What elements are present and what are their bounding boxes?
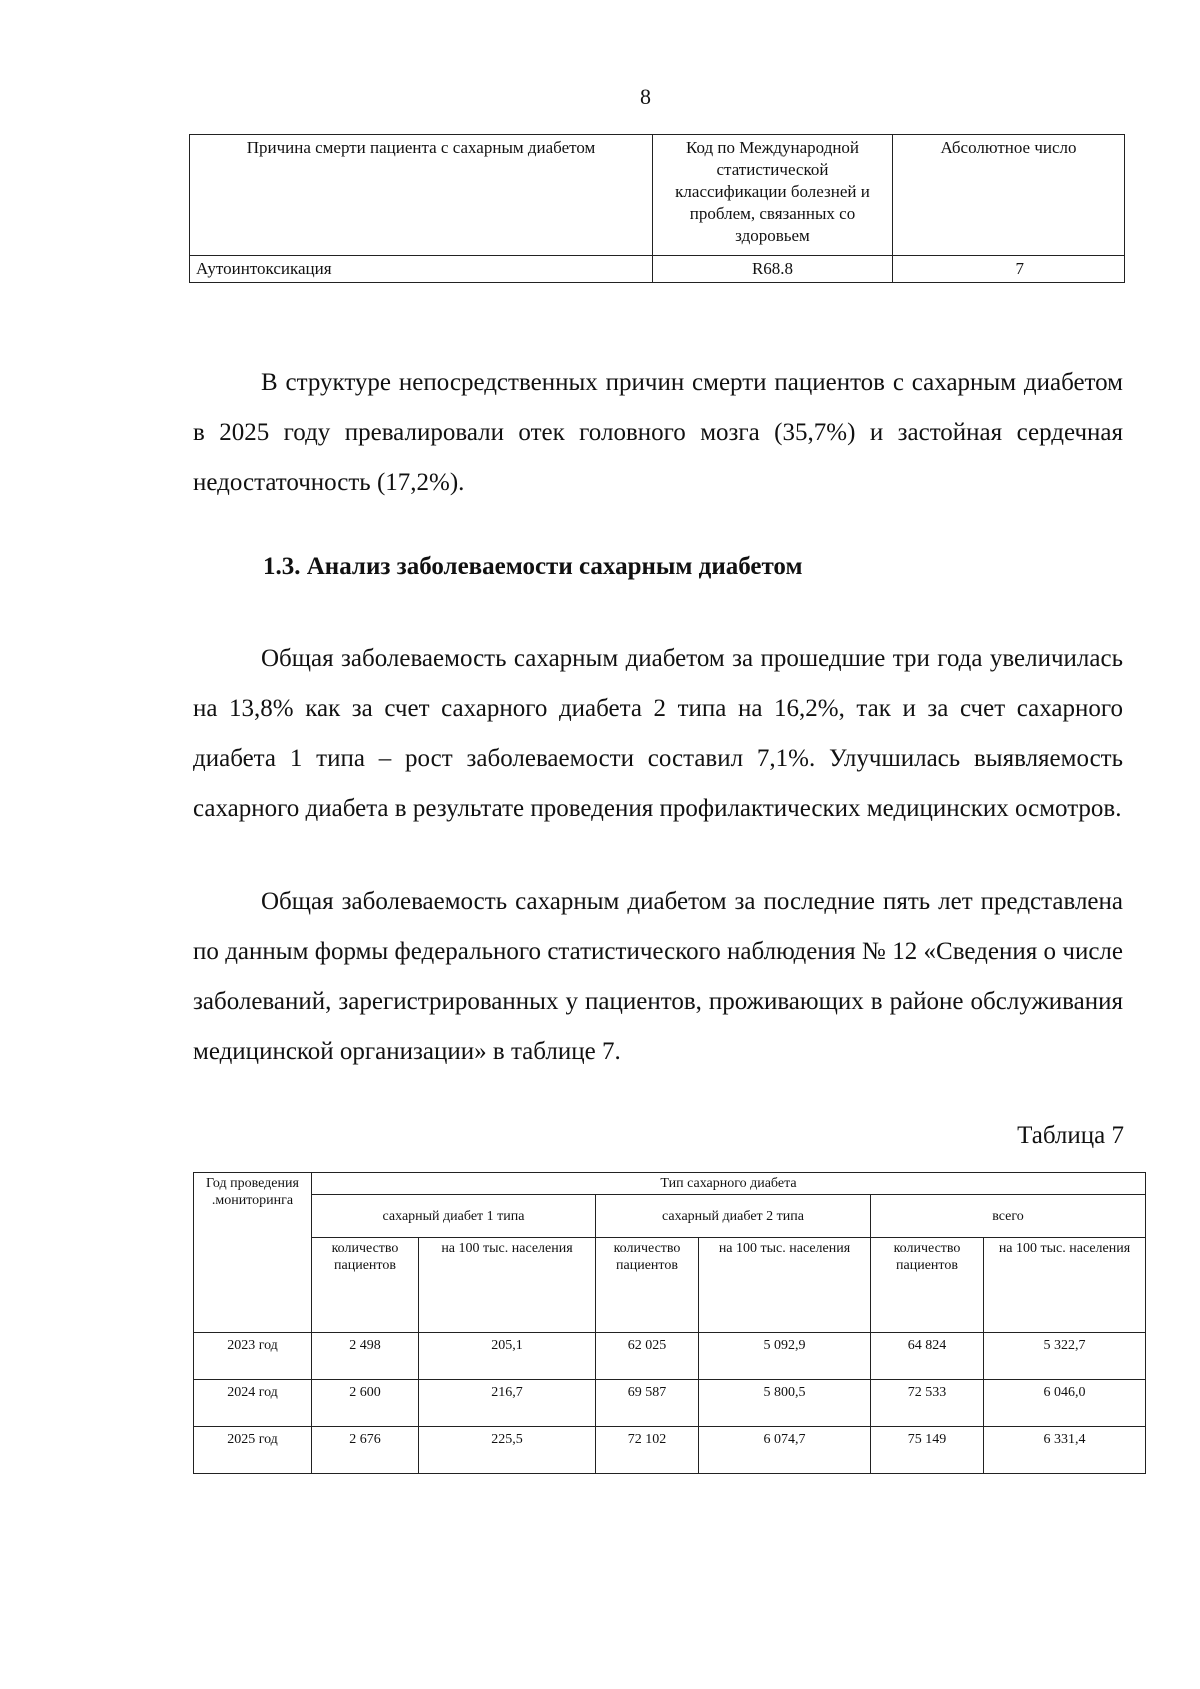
header-absolute-number: Абсолютное число bbox=[893, 135, 1125, 256]
cell-t1-rate: 205,1 bbox=[419, 1333, 596, 1380]
cell-all-rate: 5 322,7 bbox=[984, 1333, 1146, 1380]
cell-all-count: 75 149 bbox=[871, 1427, 984, 1474]
table-caption: Таблица 7 bbox=[1017, 1122, 1124, 1149]
paragraph-text: Общая заболеваемость сахарным диабетом за прошедшие три года увеличилась на 13,8% как за счет сахарного диабета 2 типа на 16,2%, так и за счет сахарного диабета 1 типа – рост заболеваемости составил 7,1%. Улучшилась выявляемость сахарного диабета в результате проведения профилактических медицинских осмотров. bbox=[193, 645, 1123, 822]
cell-t2-rate: 5 092,9 bbox=[699, 1333, 871, 1380]
table-subheader-row bbox=[194, 1238, 1146, 1333]
table-subheader-row bbox=[194, 1195, 1146, 1238]
table-row bbox=[194, 1333, 1146, 1380]
diabetes-incidence-table bbox=[193, 1172, 1146, 1474]
section-heading: 1.3. Анализ заболеваемости сахарным диабетом bbox=[263, 553, 803, 580]
cell-t2-count: 69 587 bbox=[596, 1380, 699, 1427]
paragraph-five-years bbox=[193, 877, 1123, 1077]
page-number: 8 bbox=[640, 84, 651, 109]
table-row bbox=[194, 1380, 1146, 1427]
cell-count: 7 bbox=[893, 256, 1125, 283]
cell-t1-count: 2 600 bbox=[312, 1380, 419, 1427]
cell-cause: Аутоинтоксикация bbox=[190, 256, 653, 283]
cell-t2-rate: 6 074,7 bbox=[699, 1427, 871, 1474]
cell-year: 2023 год bbox=[194, 1333, 312, 1380]
paragraph-text: Общая заболеваемость сахарным диабетом за последние пять лет представлена по данным формы федерального статистического наблюдения № 12 «Сведения о числе заболеваний, зарегистрированных у пациентов, проживающих в районе обслуживания медицинской организации» в таблице 7. bbox=[193, 888, 1123, 1065]
cell-code: R68.8 bbox=[653, 256, 893, 283]
paragraph-text: В структуре непосредственных причин смерти пациентов с сахарным диабетом в 2025 году превалировали отек головного мозга (35,7%) и застойная сердечная недостаточность (17,2%). bbox=[193, 369, 1123, 496]
header-count: количество пациентов bbox=[871, 1238, 984, 1333]
header-count: количество пациентов bbox=[312, 1238, 419, 1333]
table-row bbox=[190, 256, 1125, 283]
cell-all-rate: 6 331,4 bbox=[984, 1427, 1146, 1474]
cell-t2-rate: 5 800,5 bbox=[699, 1380, 871, 1427]
header-rate: на 100 тыс. населения bbox=[419, 1238, 596, 1333]
cell-t1-rate: 216,7 bbox=[419, 1380, 596, 1427]
table-header-row bbox=[190, 135, 1125, 256]
paragraph-incidence bbox=[193, 634, 1123, 834]
cell-t2-count: 62 025 bbox=[596, 1333, 699, 1380]
header-diabetes-type: Тип сахарного диабета bbox=[312, 1173, 1146, 1195]
cell-t1-count: 2 498 bbox=[312, 1333, 419, 1380]
table-row bbox=[194, 1427, 1146, 1474]
cell-all-rate: 6 046,0 bbox=[984, 1380, 1146, 1427]
death-cause-table bbox=[189, 134, 1125, 283]
header-rate: на 100 тыс. населения bbox=[699, 1238, 871, 1333]
cell-year: 2024 год bbox=[194, 1380, 312, 1427]
header-type2: сахарный диабет 2 типа bbox=[596, 1195, 871, 1238]
paragraph-death-structure bbox=[193, 358, 1123, 508]
header-total: всего bbox=[871, 1195, 1146, 1238]
cell-t2-count: 72 102 bbox=[596, 1427, 699, 1474]
cell-t1-count: 2 676 bbox=[312, 1427, 419, 1474]
cell-all-count: 72 533 bbox=[871, 1380, 984, 1427]
cell-all-count: 64 824 bbox=[871, 1333, 984, 1380]
header-year: Год проведения .мониторинга bbox=[194, 1173, 312, 1333]
header-icd-code: Код по Международной статистической классификации болезней и проблем, связанных со здоровьем bbox=[653, 135, 893, 256]
header-type1: сахарный диабет 1 типа bbox=[312, 1195, 596, 1238]
table-header-row bbox=[194, 1173, 1146, 1195]
header-rate: на 100 тыс. населения bbox=[984, 1238, 1146, 1333]
cell-t1-rate: 225,5 bbox=[419, 1427, 596, 1474]
cell-year: 2025 год bbox=[194, 1427, 312, 1474]
header-cause: Причина смерти пациента с сахарным диабетом bbox=[190, 135, 653, 256]
header-count: количество пациентов bbox=[596, 1238, 699, 1333]
